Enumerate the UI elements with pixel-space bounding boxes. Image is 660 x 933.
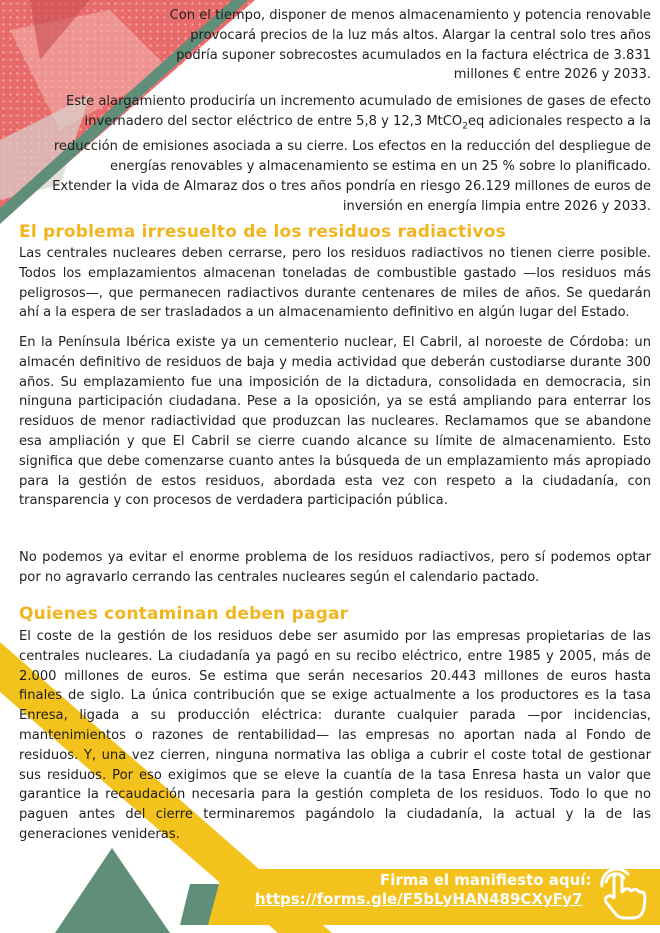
intro-paragraph-2 [48,92,651,216]
section1-paragraph-3: No podemos ya evitar el enorme problema de los residuos radiactivos, pero sí podemos optar por no agravarlo cerrando las centrales nucleares según el calendario pactado. [19,550,651,585]
intro-paragraph-2-text-cont: eq adicionales respecto a la reducción de emisiones asociada a su cierre. Los efectos en la reducción del despliegue de energías renovables y almacenamiento se estima en un 25 % sobre lo planificado. Extender la vida de Almaraz dos o tres años pondría en riesgo 26.129 millones de euros de inversión en energía limpia entre 2026 y 2033. [52,113,651,214]
intro-paragraph-1: Con el tiempo, disponer de menos almacenamiento y potencia renovable provocará precios de la luz más altos. Alargar la central solo tres años podría suponer sobrecostes acumulados en la factura eléctrica de 3.831 millones € entre 2026 y 2033. [169,8,651,83]
section1-paragraph-1: Las centrales nucleares deben cerrarse, pero los residuos radiactivos no tienen cierre posible. Todos los emplazamientos almacenan toneladas de combustible gastado —los residuos más peligrosos—, que permanecen radiactivos durante centenares de miles de años. Se quedarán ahí a la espera de ser trasladados a un almacenamiento definitivo en algún lugar del Estado. [19,246,651,321]
section-heading-radioactive-waste: El problema irresuelto de los residuos radiactivos [19,222,506,242]
section1-paragraph-2: En la Península Ibérica existe ya un cementerio nuclear, El Cabril, al noroeste de Córdoba: un almacén definitivo de residuos de baja y media actividad que deberán custodiarse durante 300 años. Su emplazamiento fue una imposición de la dictadura, consolidada en democracia, sin ninguna participación ciudadana. Pese a la oposición, ya se está ampliando para enterrar los residuos de menor radiactividad que produzcan las nucleares. Reclamamos que se abandone esa ampliación y que El Cabril se cierre cuando alcance su límite de almacenamiento. Esto significa que debe comenzarse cuanto antes la búsqueda de un emplazamiento más apropiado para la gestión de estos residuos, abordada esta vez con respeto a la ciudadanía, con transparencia y con procesos de verdadera participación pública. [19,335,651,509]
hand-pointer-icon [598,868,648,922]
cta-link[interactable]: https://forms.gle/F5bLyHAN489CXyFy7 [255,890,583,908]
intro-paragraph-2-text: Este alargamiento produciría un incremento acumulado de emisiones de gases de efecto invernadero del sector eléctrico de entre 5,8 y 12,3 MtCO [65,94,651,129]
section-heading-polluters-pay: Quienes contaminan deben pagar [19,604,349,624]
cta-title: Firma el manifiesto aquí: [380,871,592,889]
co2-subscript: 2 [462,121,468,132]
section2-paragraph-1: El coste de la gestión de los residuos debe ser asumido por las empresas propietarias de las centrales nucleares. La ciudadanía ya pagó en su recibo eléctrico, entre 1985 y 2005, más de 2.000 millones de euros. Se estima que serán necesarios 20.443 millones de euros hasta finales de siglo. La única contribución que se exige actualmente a los productores es la tasa Enresa, ligada a su producción eléctrica: durante cualquier parada —por incidencias, mantenimientos o razones de rentabilidad— las empresas no aportan nada al Fondo de residuos. Y, una vez cierren, ninguna normativa las obliga a cubrir el coste total de gestionar sus residuos. Por eso exigimos que se eleve la cuantía de la tasa Enresa hasta un valor que garantice la recaudación necesaria para la gestión completa de los residuos. Todo lo que no paguen antes del cierre terminaremos pagándolo la ciudadanía, la actual y la de las generaciones venideras. [19,629,651,842]
green-bottom-triangle [55,848,170,933]
